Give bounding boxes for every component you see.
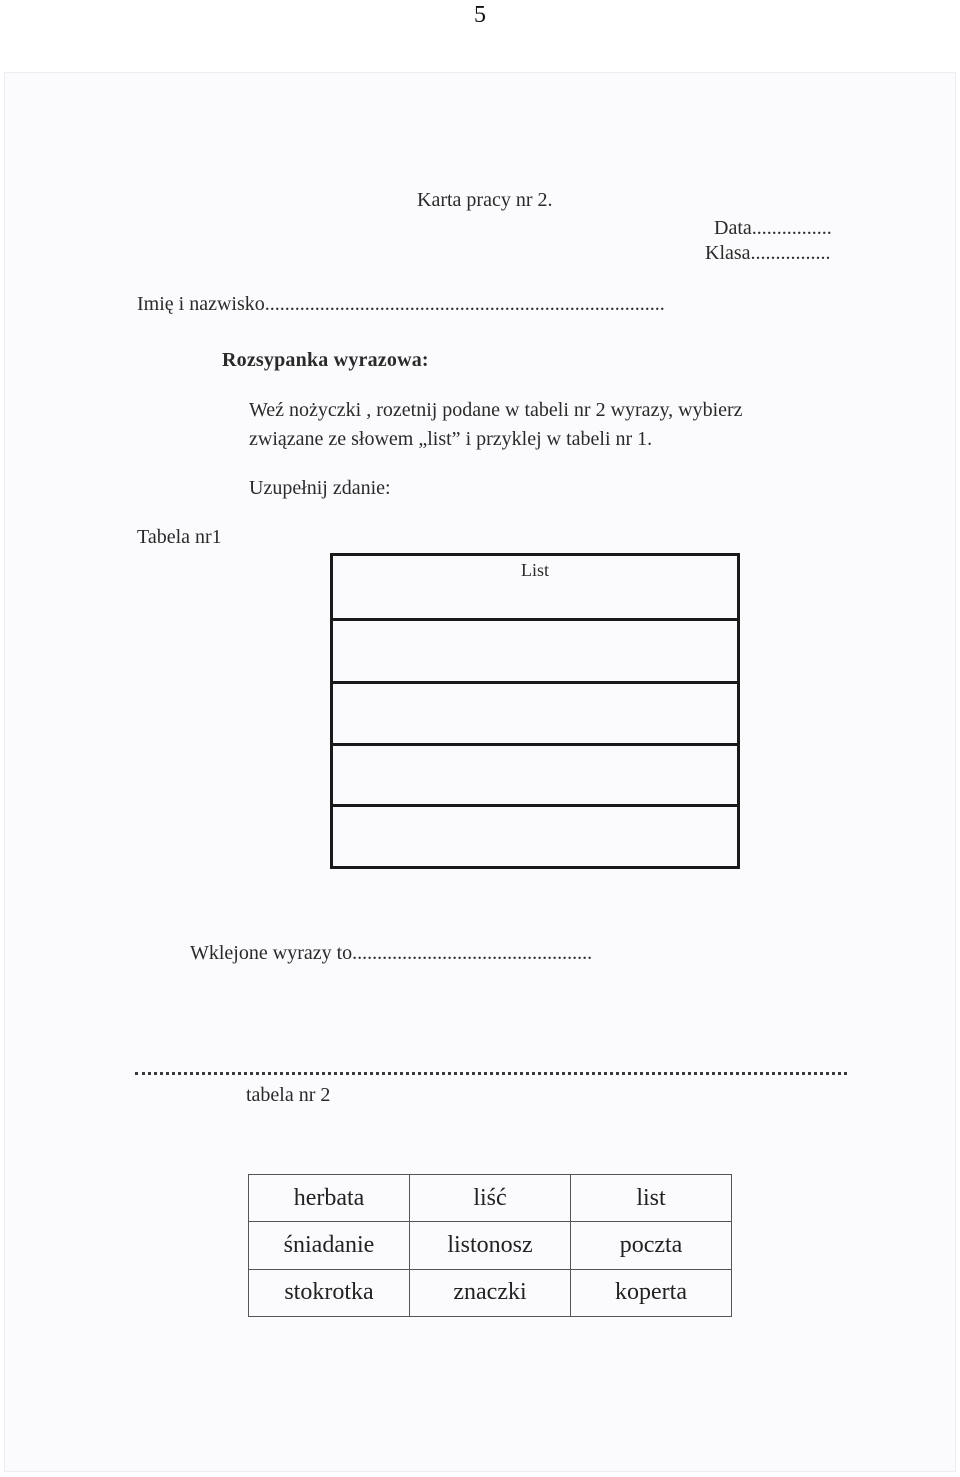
table-row [249,1222,732,1269]
word-cell: herbata [249,1175,410,1222]
pasted-words-sentence: Wklejone wyrazy to................................................ [190,942,593,964]
word-cell: znaczki [410,1269,571,1316]
paste-table-row [333,621,737,684]
word-cell: stokrotka [249,1269,410,1316]
paste-table-row [333,684,737,746]
section-heading: Rozsypanka wyrazowa: [222,349,429,371]
word-cell: list [571,1175,732,1222]
table2-label: tabela nr 2 [246,1084,331,1106]
paste-table-header: List [333,556,737,621]
paste-table [330,553,740,869]
date-field: Data................ [714,217,832,239]
word-table [248,1174,732,1317]
word-cell: liść [410,1175,571,1222]
complete-sentence-prompt: Uzupełnij zdanie: [249,477,391,499]
table-row [249,1175,732,1222]
word-cell: listonosz [410,1222,571,1269]
class-field: Klasa................ [705,242,831,264]
paste-table-row [333,807,737,866]
cut-line [135,1072,847,1075]
word-cell: koperta [571,1269,732,1316]
worksheet [4,72,956,1472]
worksheet-title: Karta pracy nr 2. [417,189,553,211]
page-number: 5 [474,2,486,28]
word-cell: śniadanie [249,1222,410,1269]
instruction-line-1: Weź nożyczki , rozetnij podane w tabeli nr 2 wyrazy, wybierz [249,399,743,421]
table-row [249,1269,732,1316]
word-cell: poczta [571,1222,732,1269]
instruction-line-2: związane ze słowem „list” i przyklej w tabeli nr 1. [249,428,653,450]
name-field: Imię i nazwisko................................................................................ [137,293,665,315]
paste-table-row [333,746,737,807]
table1-label: Tabela nr1 [137,526,222,548]
